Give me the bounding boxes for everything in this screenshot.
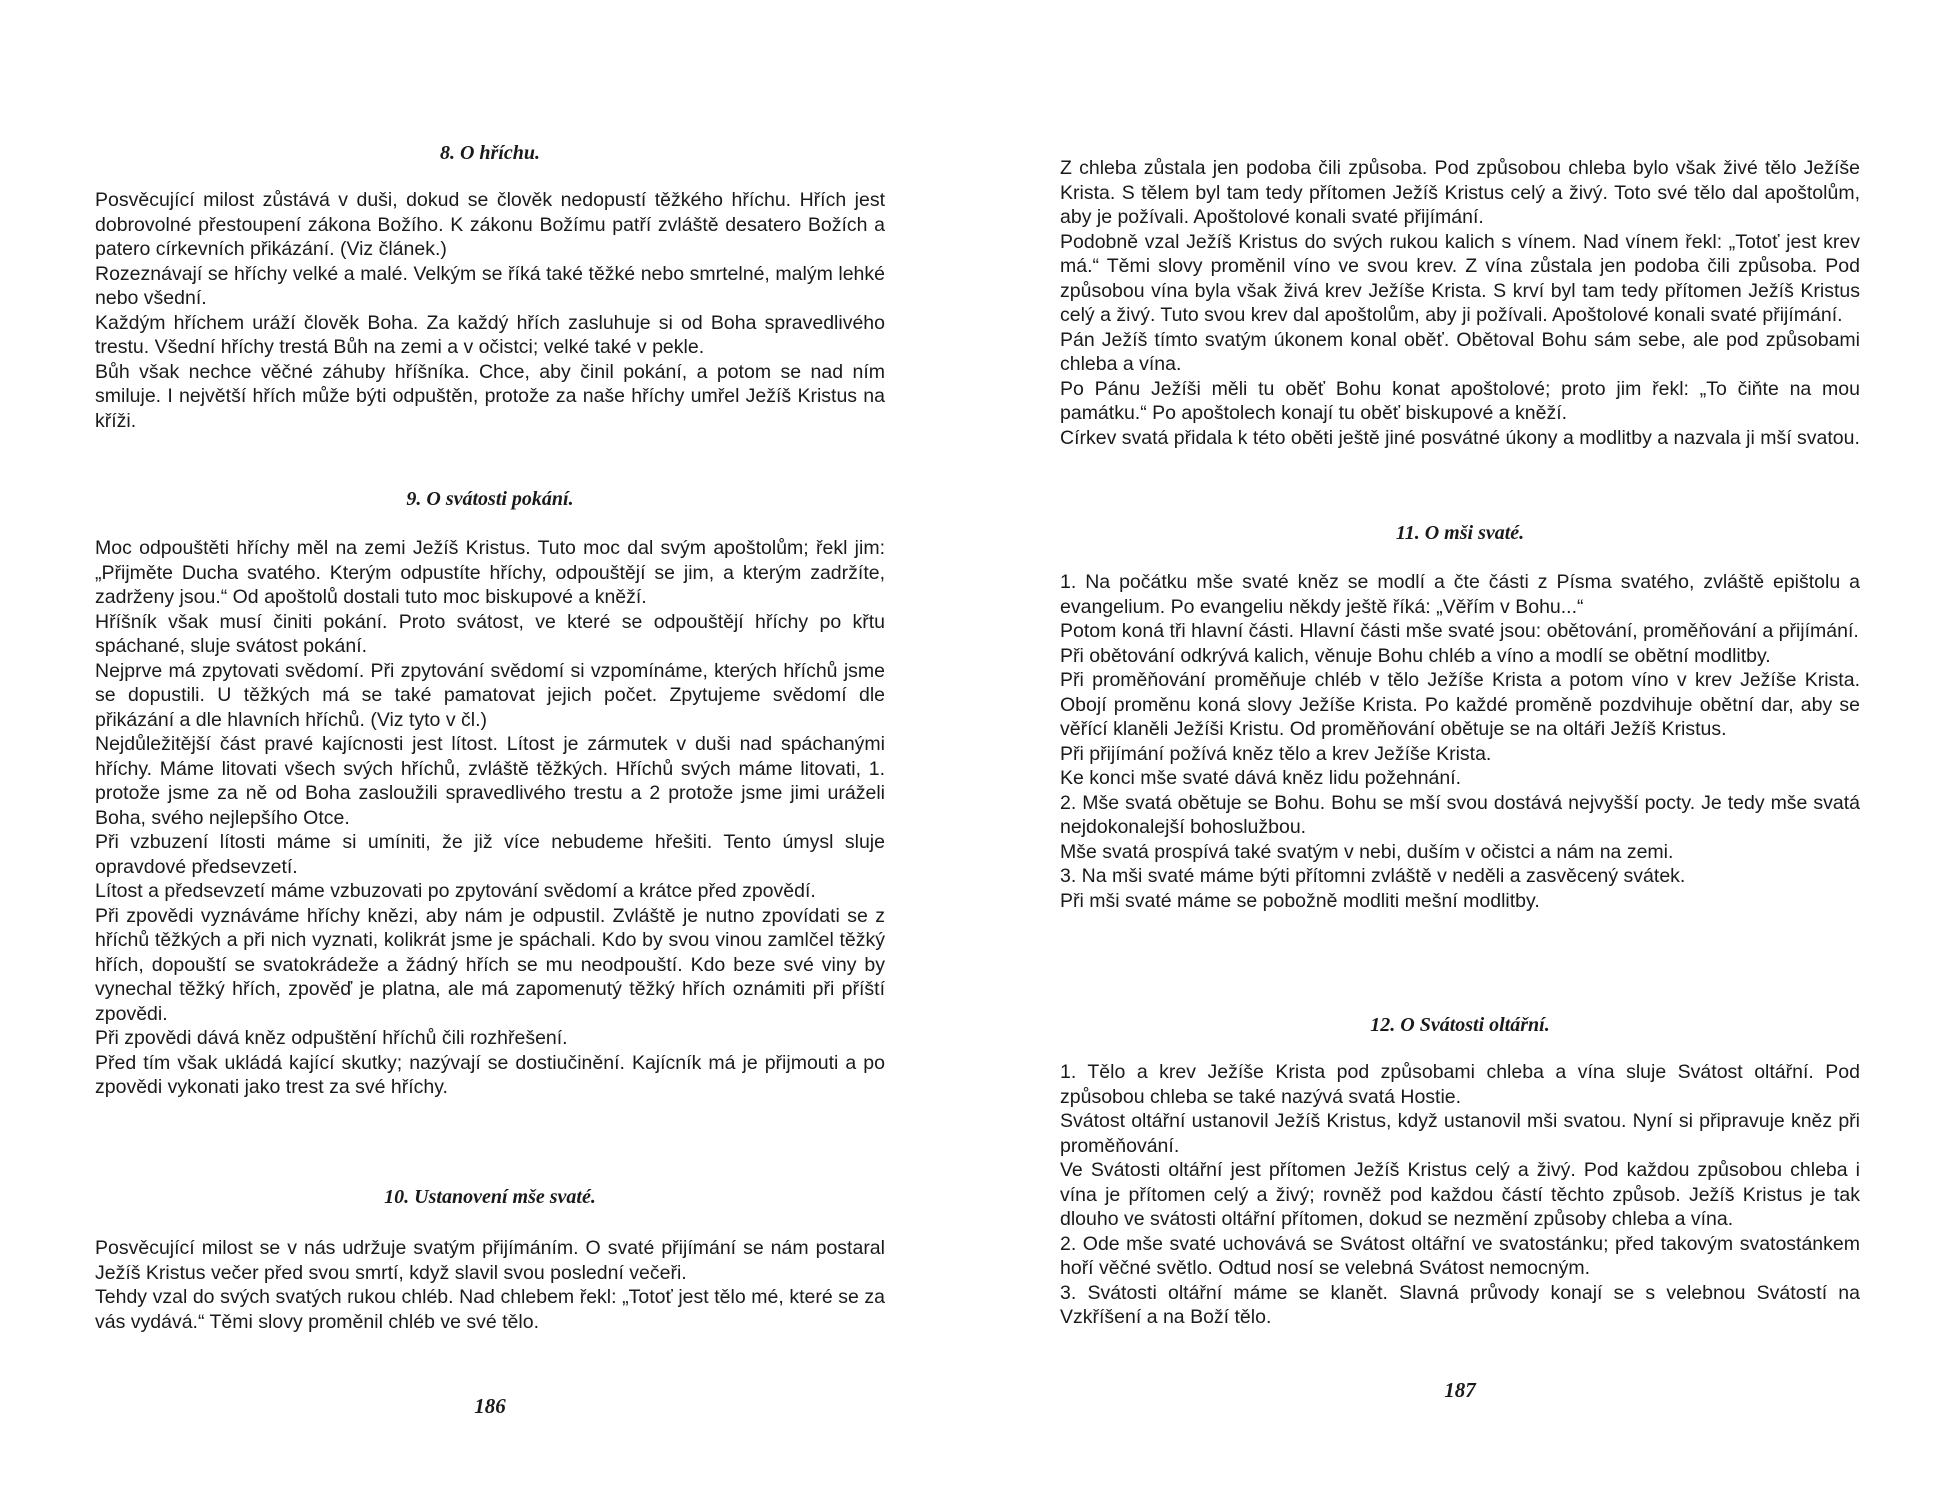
paragraph: Posvěcující milost se v nás udržuje svatým přijímáním. O svaté přijímání se nám postaral Ježíš Kristus večer před svou smrtí, když slavil svou poslední večeři. — [95, 1237, 885, 1284]
paragraph: Při zpovědi dává kněz odpuštění hříchů čili rozhřešení. — [95, 1027, 568, 1049]
section-11 — [1060, 522, 1860, 545]
paragraph: Ve Svátosti oltářní jest přítomen Ježíš Kristus celý a živý. Pod každou způsobou chleba i vína je přítomen celý a živý; rovněž pod každou částí těchto způsob. Ježíš Kristus je tak dlouho ve svátosti oltářní přítomen, dokud se nezmění způsoby chleba a vína. — [1060, 1159, 1860, 1230]
paragraph: Při vzbuzení lítosti máme si umíniti, že již více nebudeme hřešiti. Tento úmysl sluje opravdové předsevzetí. — [95, 831, 885, 878]
paragraph: Hříšník však musí činiti pokání. Proto svátost, ve které se odpouštějí hříchy po křtu spáchané, sluje svátost pokání. — [95, 610, 885, 657]
paragraph: Svátost oltářní ustanovil Ježíš Kristus, když ustanovil mši svatou. Nyní si připravuje kněz při proměňování. — [1060, 1110, 1860, 1157]
section-title: 12. O Svátosti oltářní. — [1370, 1014, 1550, 1036]
section-8-body — [95, 188, 885, 433]
section-12 — [1060, 1014, 1860, 1037]
paragraph: Každým hříchem uráží člověk Boha. Za každý hřích zasluhuje si od Boha spravedlivého trestu. Všední hříchy trestá Bůh na zemi a v očistci; velké také v pekle. — [95, 311, 885, 358]
section-11-body — [1060, 570, 1860, 913]
section-10 — [95, 1186, 885, 1209]
paragraph: Při proměňování proměňuje chléb v tělo Ježíše Krista a potom víno v krev Ježíše Krista. Obojí proměnu koná slovy Ježíše Krista. Po každé proměně pozdvihuje obětní dar, aby se věřící klaněli Ježíši Kristu. Od proměňování obětuje se na oltáři Ježíš Kristus. — [1060, 669, 1860, 740]
paragraph: 3. Svátosti oltářní máme se klanět. Slavná průvody konají se s velebnou Svátostí na Vzkříšení a na Boží tělo. — [1060, 1281, 1860, 1328]
paragraph: 2. Mše svatá obětuje se Bohu. Bohu se mší svou dostává nejvyšší pocty. Je tedy mše svatá nejdokonalejší bohoslužbou. — [1060, 791, 1860, 838]
section-title: 11. O mši svaté. — [1395, 522, 1525, 544]
section-8 — [95, 142, 885, 165]
intro-body — [1060, 156, 1860, 450]
paragraph: Při přijímání požívá kněz tělo a krev Ježíše Krista. — [1060, 742, 1492, 765]
section-title: 10. Ustanovení mše svaté. — [384, 1186, 596, 1208]
paragraph: Církev svatá přidala k této oběti ještě jiné posvátné úkony a modlitby a nazvala ji mší svatou. — [1060, 426, 1860, 449]
paragraph: Při zpovědi vyznáváme hříchy knězi, aby nám je odpustil. Zvláště je nutno zpovídati se z hříchů těžkých a při nich vyznati, kolikrát jsme je spáchali. Kdo by svou vinou zamlčel těžký hřích, dopouští se svatokrádeže a žádný hřích se mu neodpouští. Kdo beze své viny by vynechal těžký hřích, zpověď je platna, ale má zapomenutý těžký hřích oznámiti při příští zpovědi. — [95, 904, 885, 1025]
paragraph: 2. Ode mše svaté uchovává se Svátost oltářní ve svatostánku; před takovým svatostánkem hoří věčné světlo. Odtud nosí se velebná Svátost nemocným. — [1060, 1232, 1860, 1279]
paragraph: Při mši svaté máme se pobožně modliti mešní modlitby. — [1060, 889, 1540, 912]
paragraph: Nejdůležitější část pravé kajícnosti jest lítost. Lítost je zármutek v duši nad spáchanými hříchy. Máme litovati všech svých hříchů, zvláště těžkých. Hříchů svých máme litovati, 1. protože jsme za ně od Boha zasloužili spravedlivého trestu a 2 protože jsme jimi uráželi Boha, svého nejlepšího Otce. — [95, 733, 885, 829]
paragraph: Po Pánu Ježíši měli tu oběť Bohu konat apoštolové; proto jim řekl: „To čiňte na mou památku.“ Po apoštolech konají tu oběť biskupové a kněží. — [1060, 377, 1860, 424]
paragraph: Před tím však ukládá kající skutky; nazývají se dostiučinění. Kajícník má je přijmouti a po zpovědi vykonati jako trest za své hříchy. — [95, 1051, 885, 1098]
left-page — [95, 0, 885, 1500]
page-number: 187 — [1444, 1378, 1476, 1402]
right-page — [1060, 0, 1860, 1500]
paragraph: Potom koná tři hlavní části. Hlavní části mše svaté jsou: obětování, proměňování a přijímání. — [1060, 620, 1859, 642]
paragraph: Rozeznávají se hříchy velké a malé. Velkým se říká také těžké nebo smrtelné, malým lehké nebo všední. — [95, 262, 885, 309]
paragraph: Nejprve má zpytovati svědomí. Při zpytování svědomí si vzpomínáme, kterých hříchů jsme se dopustili. U těžkých má se také pamatovat jejich počet. Zpytujeme svědomí dle přikázání a dle hlavních hříchů. (Viz tyto v čl.) — [95, 659, 885, 731]
paragraph: Z chleba zůstala jen podoba čili způsoba. Pod způsobou chleba bylo však živé tělo Ježíše Krista. S tělem byl tam tedy přítomen Ježíš Kristus celý a živý. Toto své tělo dal apoštolům, aby je požívali. Apoštolové konali svaté přijímání. — [1060, 157, 1860, 228]
paragraph: Moc odpouštěti hříchy měl na zemi Ježíš Kristus. Tuto moc dal svým apoštolům; řekl jim: „Přijměte Ducha svatého. Kterým odpustíte hříchy, odpouštějí se jim, a kterým zadržíte, zadrženy jsou.“ Od apoštolů dostali tuto moc biskupové a kněží. — [95, 537, 885, 608]
section-title: 9. O svátosti pokání. — [406, 488, 574, 510]
section-9 — [95, 488, 885, 511]
section-9-body — [95, 536, 885, 1100]
paragraph: Pán Ježíš tímto svatým úkonem konal oběť. Obětoval Bohu sám sebe, ale pod způsobami chleba a vína. — [1060, 328, 1860, 375]
section-12-body — [1060, 1060, 1860, 1330]
paragraph: Podobně vzal Ježíš Kristus do svých rukou kalich s vínem. Nad vínem řekl: „Totoť jest krev má.“ Těmi slovy proměnil víno ve svou krev. Z vína zůstala jen podoba čili způsoba. Pod způsobou vína byla však živá krev Ježíše Krista. S krví byl tam tedy přítomen Ježíš Kristus celý a živý. Tuto svou krev dal apoštolům, aby ji požívali. Apoštolové konali svaté přijímání. — [1060, 230, 1860, 326]
paragraph: Posvěcující milost zůstává v duši, dokud se člověk nedopustí těžkého hříchu. Hřích jest dobrovolné přestoupení zákona Božího. K zákonu Božímu patří zvláště desatero Božích a patero církevních přikázání. (Viz článek.) — [95, 189, 885, 260]
paragraph: Mše svatá prospívá také svatým v nebi, duším v očistci a nám na zemi. — [1060, 840, 1674, 863]
section-title: 8. O hříchu. — [439, 142, 541, 164]
paragraph: Bůh však nechce věčné záhuby hříšníka. Chce, aby činil pokání, a potom se nad ním smiluje. I největší hřích může býti odpuštěn, protože za naše hříchy umřel Ježíš Kristus na kříži. — [95, 360, 885, 432]
paragraph: Tehdy vzal do svých svatých rukou chléb. Nad chlebem řekl: „Totoť jest tělo mé, které se za vás vydává.“ Těmi slovy proměnil chléb ve své tělo. — [95, 1286, 885, 1333]
paragraph: Ke konci mše svaté dává kněz lidu požehnání. — [1060, 767, 1462, 789]
paragraph: Při obětování odkrývá kalich, věnuje Bohu chléb a víno a modlí se obětní modlitby. — [1060, 644, 1771, 667]
section-10-body — [95, 1236, 885, 1334]
paragraph: 1. Tělo a krev Ježíše Krista pod způsobami chleba a vína sluje Svátost oltářní. Pod způsobou chleba se také nazývá svatá Hostie. — [1060, 1061, 1860, 1108]
paragraph: 1. Na počátku mše svaté kněz se modlí a čte části z Písma svatého, zvláště epištolu a evangelium. Po evangeliu někdy ještě říká: „Věřím v Bohu...“ — [1060, 571, 1860, 618]
paragraph: 3. Na mši svaté máme býti přítomni zvláště v neděli a zasvěcený svátek. — [1060, 865, 1686, 887]
page-number: 186 — [474, 1394, 506, 1418]
paragraph: Lítost a předsevzetí máme vzbuzovati po zpytování svědomí a krátce před zpovědí. — [95, 880, 816, 902]
